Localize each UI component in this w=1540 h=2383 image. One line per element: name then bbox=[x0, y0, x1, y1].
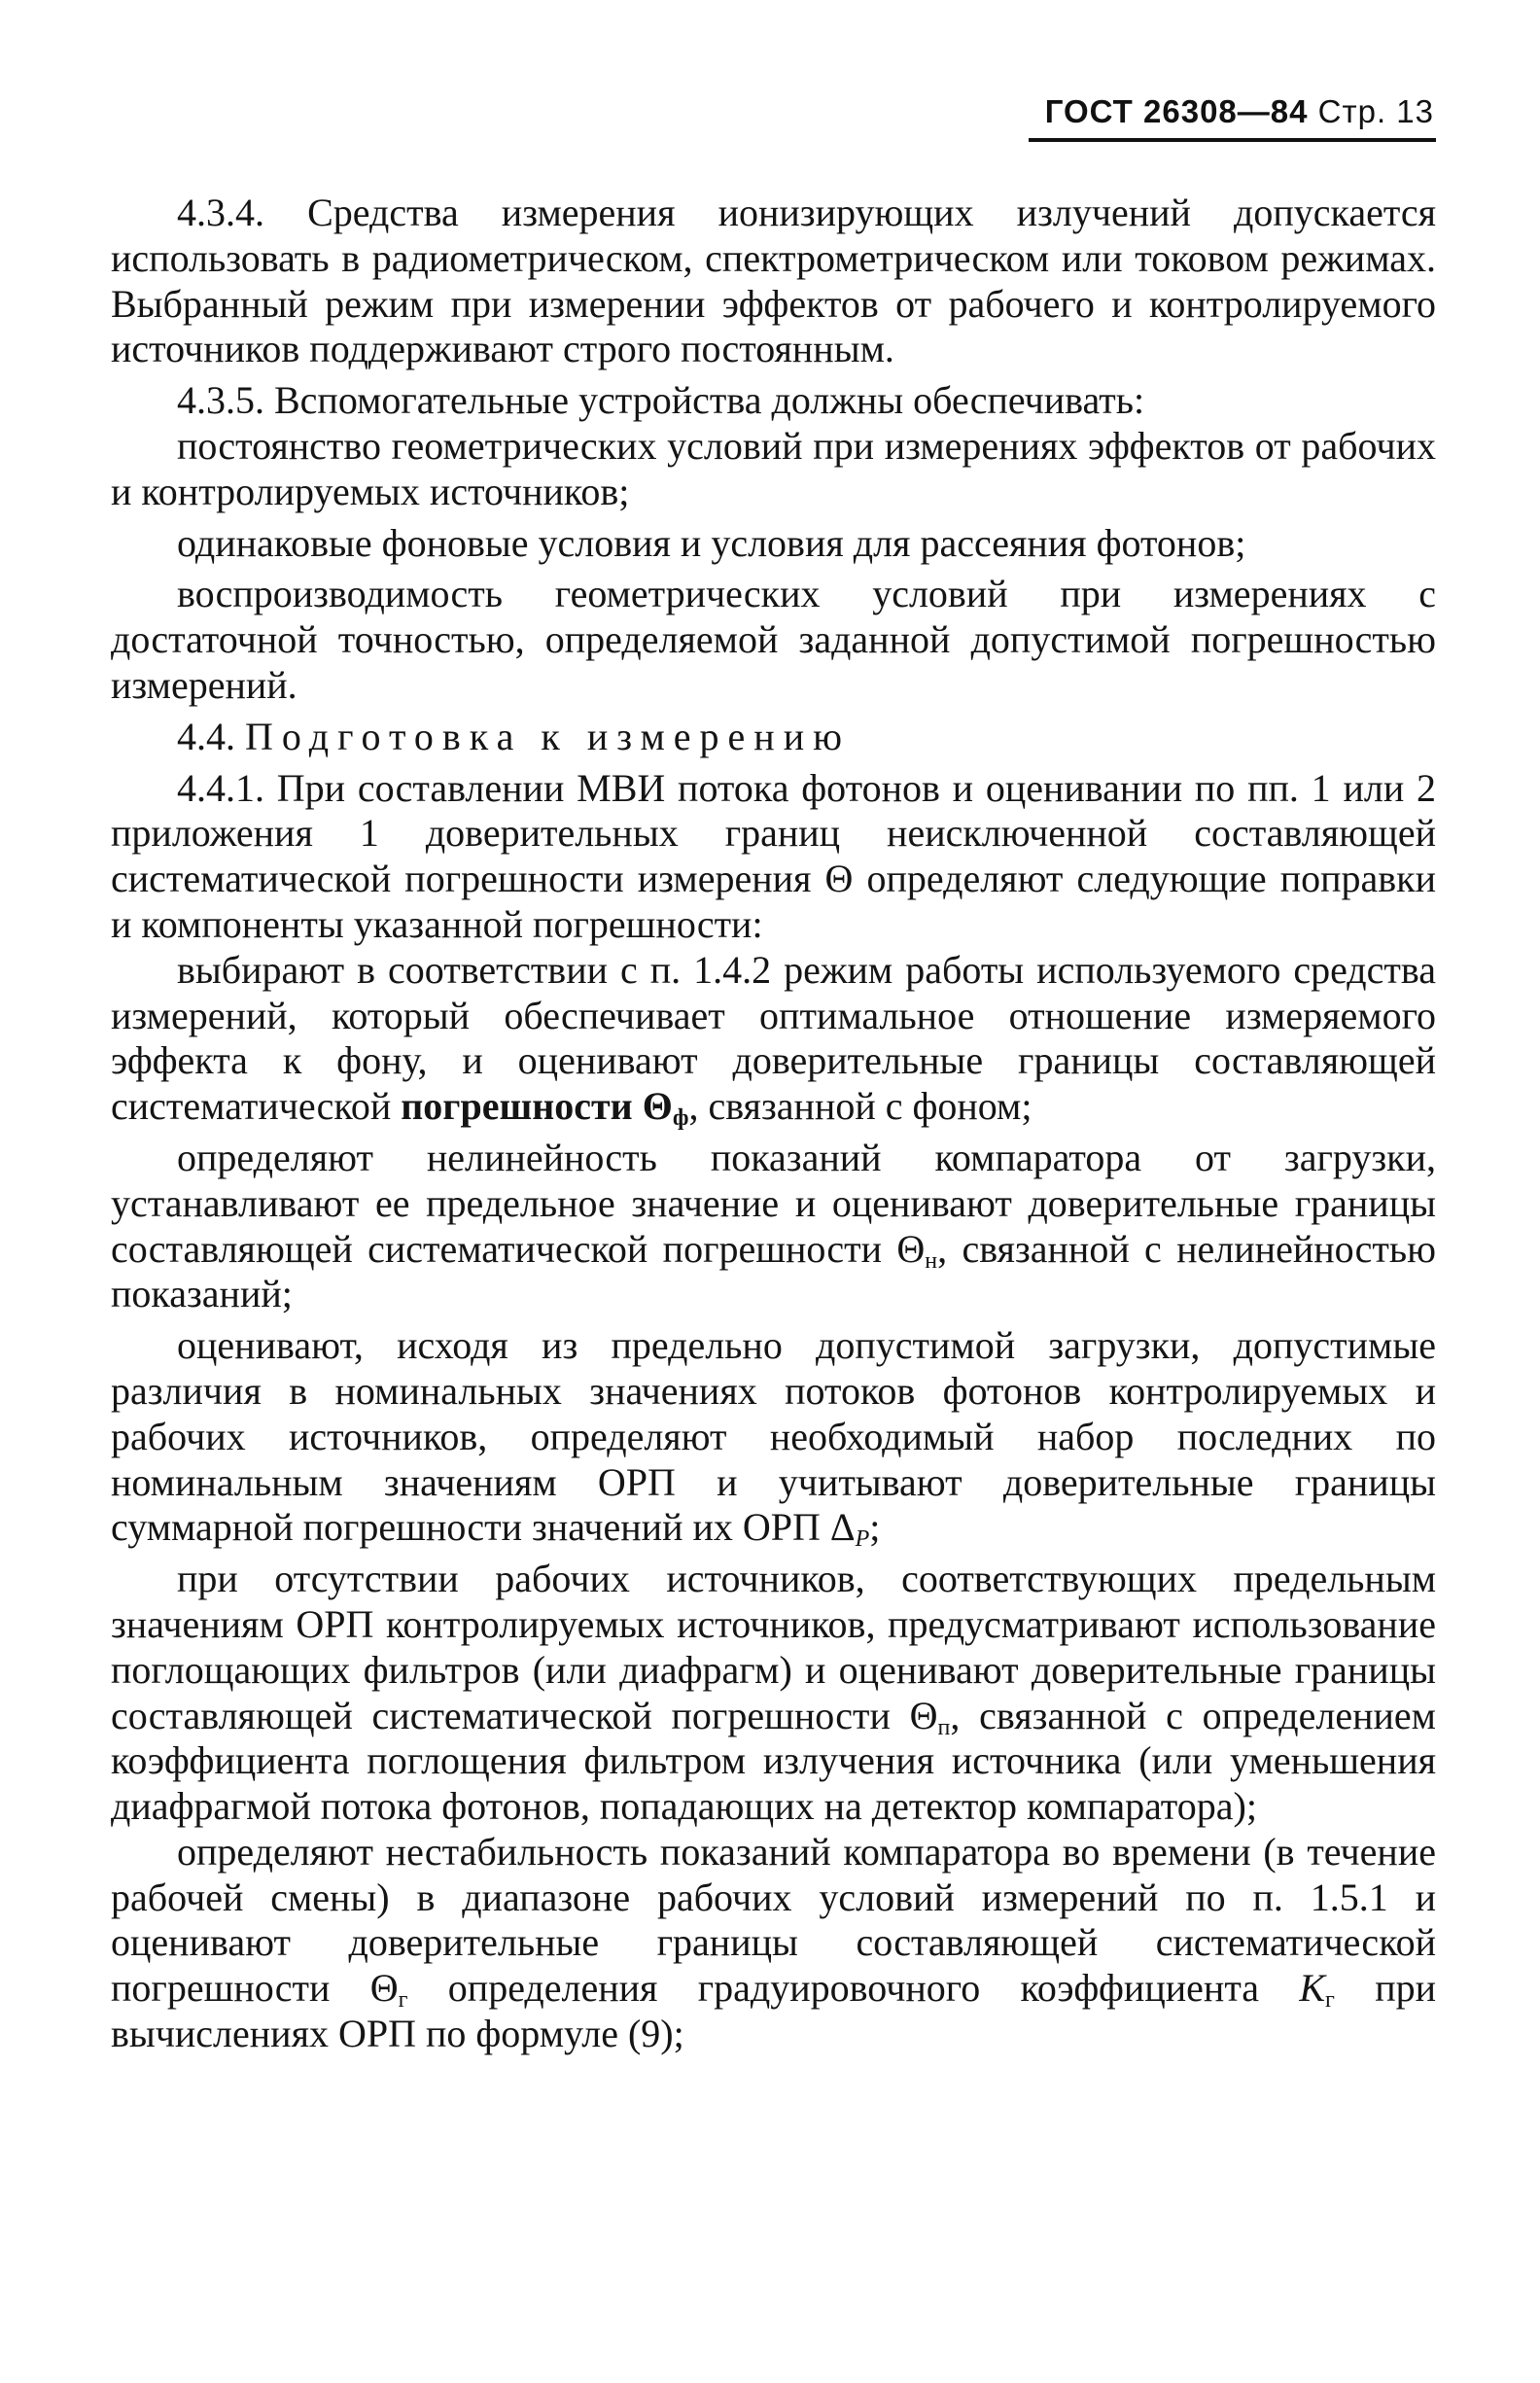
list-item: определяют нелинейность показаний компаратора от загрузки, устанавливают ее предельное значение и оценивают доверительные границы составляющей систематической погрешности $\Theta_н$, связанной с нелинейностью показаний; bbox=[111, 1135, 1436, 1316]
paragraph-4-3-4: 4.3.4. Средства измерения ионизирующих излучений допускается использовать в радиометрическом, спектрометрическом или токовом режимах. Выбранный режим при измерении эффектов от рабочего и контролируемого источников поддерживают строго постоянным. bbox=[111, 191, 1436, 371]
list-item: воспроизводимость геометрических условий при измерениях с достаточной точностью, определяемой заданной допустимой погрешностью измерений. bbox=[111, 572, 1436, 707]
document-body bbox=[111, 191, 1436, 2057]
list-item: выбирают в соответствии с п. 1.4.2 режим работы используемого средства измерений, который обеспечивает оптимальное отношение измеряемого эффекта к фону, и оценивают доверительные границы составляющей систематической погрешности $\Theta_ф$, связанной с фоном; bbox=[111, 947, 1436, 1132]
list-item: одинаковые фоновые условия и условия для рассеяния фотонов; bbox=[177, 520, 1246, 565]
section-heading-4-4 bbox=[111, 715, 1436, 760]
list-item: постоянство геометрических условий при измерениях эффектов от рабочих и контролируемых источников; bbox=[111, 423, 1436, 513]
page-number: Стр. 13 bbox=[1317, 93, 1434, 129]
section-number: 4.4. bbox=[177, 714, 235, 758]
page-header bbox=[1040, 93, 1434, 130]
paragraph-4-3-5: 4.3.5. Вспомогательные устройства должны обеспечивать: bbox=[177, 378, 1145, 423]
list-item: оценивают, исходя из предельно допустимой загрузки, допустимые различия в номинальных значениях потоков фотонов контролируемых и рабочих источников, определяют необходимый набор последних по номинальным значениям ОРП и учитывают доверительные границы суммарной погрешности значений их ОРП $\Delta_P$; bbox=[111, 1323, 1436, 1553]
paragraph-4-4-1: 4.4.1. При составлении МВИ потока фотонов и оценивании по пп. 1 или 2 приложения 1 доверительных границ неисключенной составляющей систематической погрешности измерения Θ определяют следующие поправки и компоненты указанной погрешности: bbox=[111, 765, 1436, 946]
section-title: Подготовка к измерению bbox=[245, 714, 851, 758]
list-item: определяют нестабильность показаний компаратора во времени (в течение рабочей смены) в диапазоне рабочих условий измерений по п. 1.5.1 и оценивают доверительные границы составляющей систематической погрешности $\Theta_г$ определения градуировочного коэффициента $K_г$ при вычислениях ОРП по формуле (9); bbox=[111, 1829, 1437, 2056]
header-rule bbox=[1029, 138, 1436, 142]
list-item: при отсутствии рабочих источников, соответствующих предельным значениям ОРП контролируемых источников, предусматривают использование поглощающих фильтров (или диафрагм) и оценивают доверительные границы составляющей систематической погрешности $\Theta_п$, связанной с определением коэффициента поглощения фильтром излучения источника (или уменьшения диафрагмой потока фотонов, попадающих на детектор компаратора); bbox=[111, 1557, 1436, 1829]
standard-number: ГОСТ 26308—84 bbox=[1044, 93, 1309, 129]
